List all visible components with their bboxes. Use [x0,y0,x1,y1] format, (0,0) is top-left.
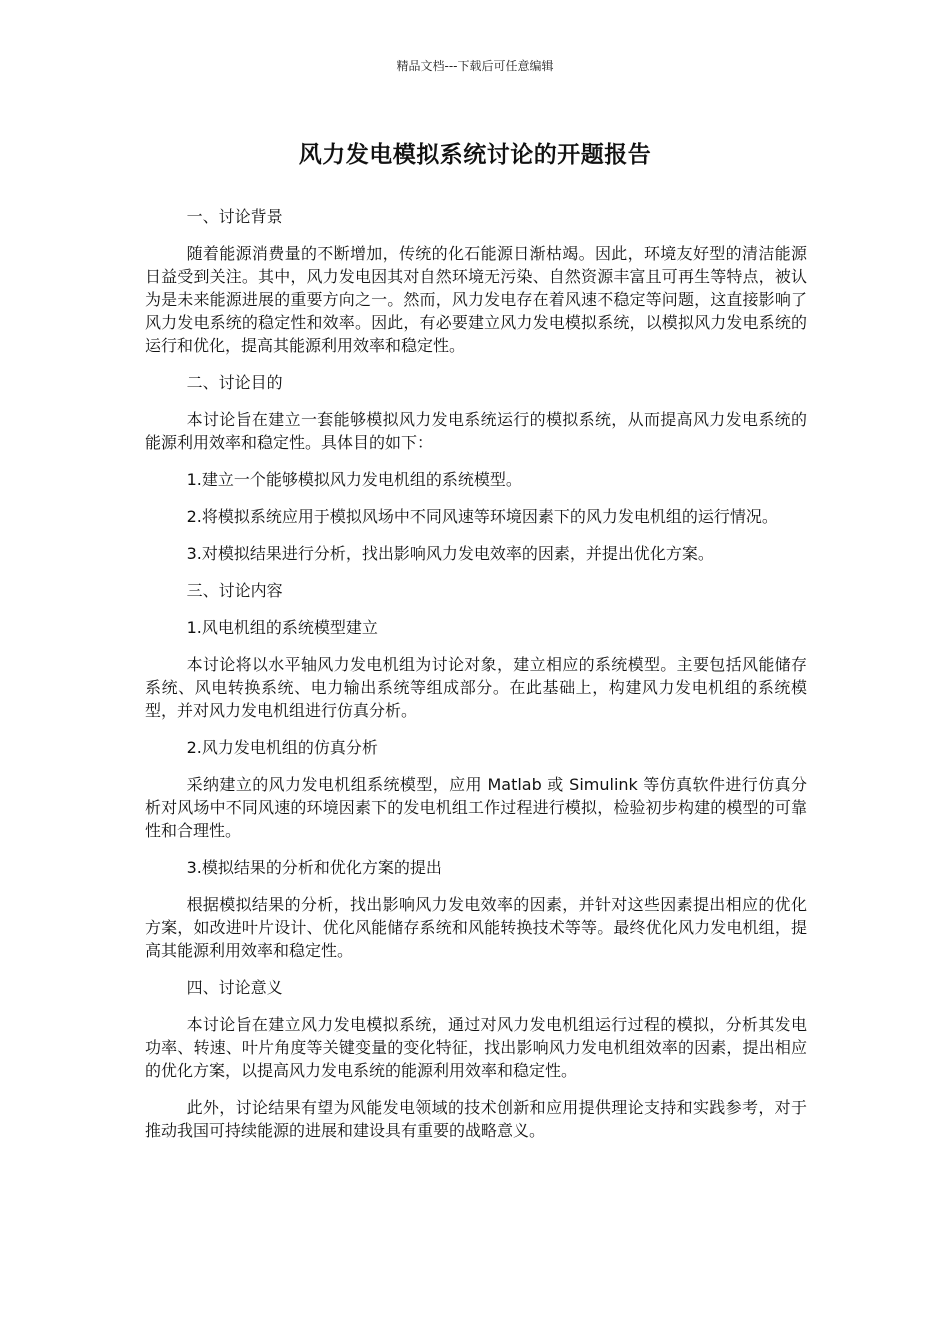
section-heading-purpose: 二、讨论目的 [186,373,283,392]
paragraph-purpose: 本讨论旨在建立一套能够模拟风力发电系统运行的模拟系统，从而提高风力发电系统的能源利用效率和稳定性。具体目的如下： [145,410,807,452]
section-heading-content: 三、讨论内容 [186,581,283,600]
purpose-item-2: 2.将模拟系统应用于模拟风场中不同风速等环境因素下的风力发电机组的运行情况。 [186,507,778,526]
page-header: 精品文档---下载后可任意编辑 [396,59,554,73]
purpose-item-3: 3.对模拟结果进行分析，找出影响风力发电效率的因素，并提出优化方案。 [186,544,714,563]
paragraph-simulation: 采纳建立的风力发电机组系统模型，应用 Matlab 或 Simulink 等仿真软件进行仿真分析对风场中不同风速的环境因素下的发电机组工作过程进行模拟，检验初步构建的模型的可靠性和合理性。 [145,775,807,840]
document-title: 风力发电模拟系统讨论的开题报告 [298,142,652,168]
subheading-analysis: 3.模拟结果的分析和优化方案的提出 [186,858,442,877]
section-heading-background: 一、讨论背景 [186,207,283,226]
paragraph-background: 随着能源消费量的不断增加，传统的化石能源日渐枯竭。因此，环境友好型的清洁能源日益受到关注。其中，风力发电因其对自然环境无污染、自然资源丰富且可再生等特点，被认为是未来能源进展的重要方向之一。然而，风力发电存在着风速不稳定等问题，这直接影响了风力发电系统的稳定性和效率。因此，有必要建立风力发电模拟系统，以模拟风力发电系统的运行和优化，提高其能源利用效率和稳定性。 [145,244,807,355]
paragraph-model: 本讨论将以水平轴风力发电机组为讨论对象，建立相应的系统模型。主要包括风能储存系统、风电转换系统、电力输出系统等组成部分。在此基础上，构建风力发电机组的系统模型，并对风力发电机组进行仿真分析。 [145,655,807,720]
subheading-simulation: 2.风力发电机组的仿真分析 [186,738,378,757]
paragraph-conclusion: 此外，讨论结果有望为风能发电领域的技术创新和应用提供理论支持和实践参考，对于推动我国可持续能源的进展和建设具有重要的战略意义。 [145,1098,807,1140]
document-body [145,205,807,1156]
paragraph-significance: 本讨论旨在建立风力发电模拟系统，通过对风力发电机组运行过程的模拟，分析其发电功率、转速、叶片角度等关键变量的变化特征，找出影响风力发电机组效率的因素，提出相应的优化方案，以提高风力发电系统的能源利用效率和稳定性。 [145,1015,807,1080]
subheading-model: 1.风电机组的系统模型建立 [186,618,378,637]
section-heading-significance: 四、讨论意义 [186,978,283,997]
paragraph-analysis: 根据模拟结果的分析，找出影响风力发电效率的因素，并针对这些因素提出相应的优化方案，如改进叶片设计、优化风能储存系统和风能转换技术等等。最终优化风力发电机组，提高其能源利用效率和稳定性。 [145,895,807,960]
purpose-item-1: 1.建立一个能够模拟风力发电机组的系统模型。 [186,470,522,489]
